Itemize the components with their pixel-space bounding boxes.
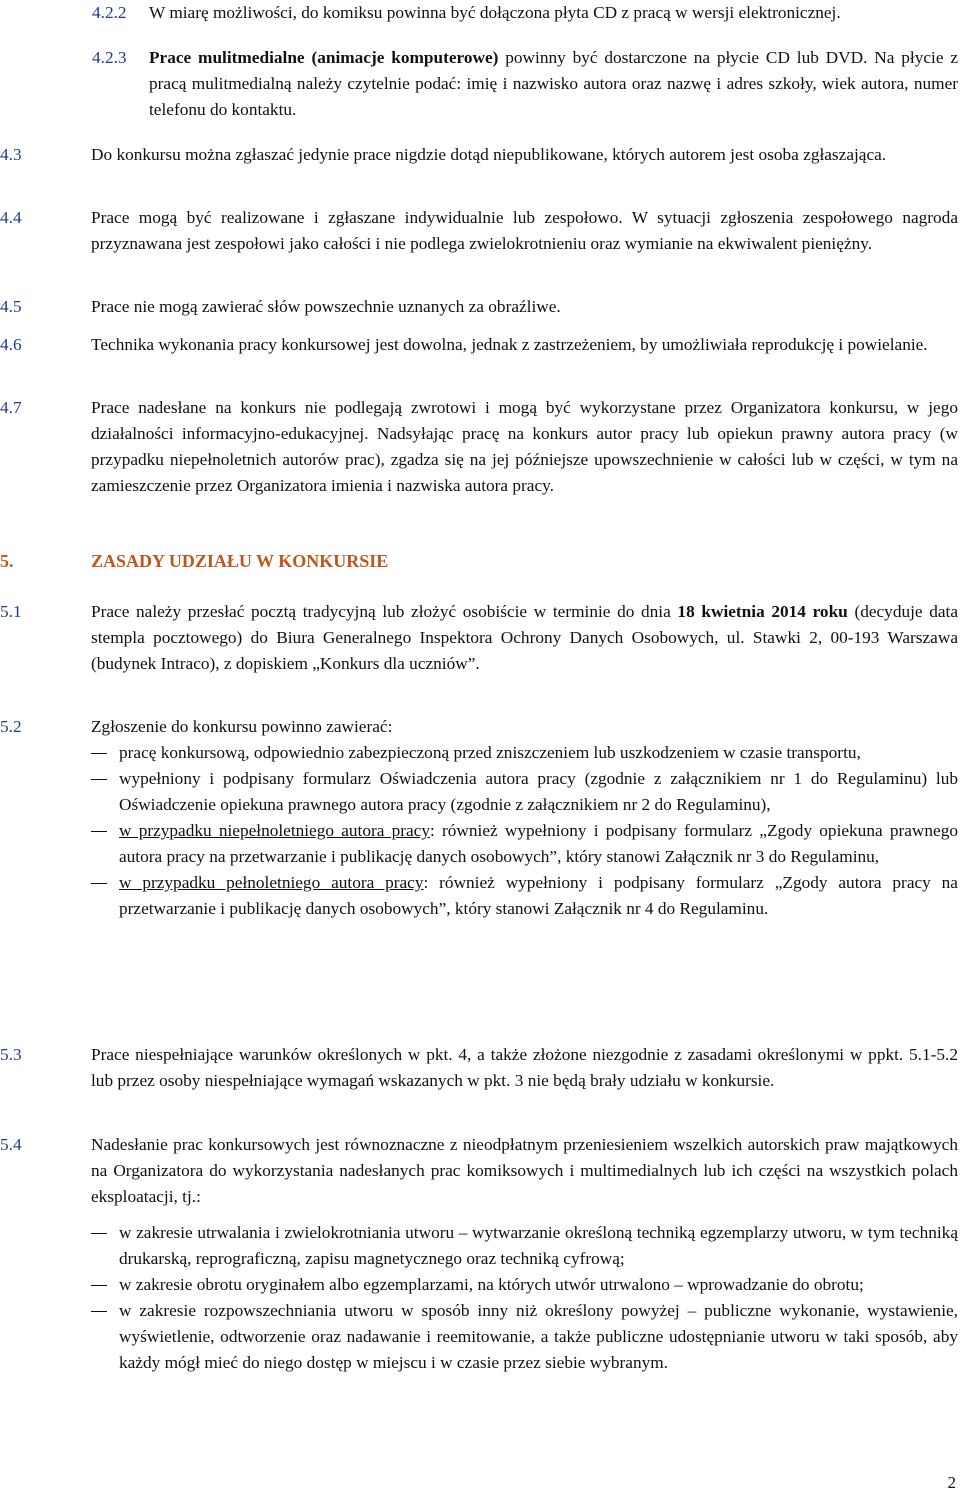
clause-text: Prace nie mogą zawierać słów powszechnie uznanych za obraźliwe. bbox=[91, 297, 561, 316]
clause-intro: Nadesłanie prac konkursowych jest równoznaczne z nieodpłatnym przeniesieniem wszelkich autorskich praw majątkowych na Organizatora do wykorzystania nadesłanych prac komiksowych i multimedialnych lub ich części na wszystkich polach eksploatacji, tj.: bbox=[91, 1135, 958, 1206]
clause-text: Prace mogą być realizowane i zgłaszane indywidualnie lub zespołowo. W sytuacji zgłoszenia zespołowego nagroda przyznawana jest zespołowi jako całości i nie podlega zwielokrotnieniu oraz wymianie na ekwiwalent pieniężny. bbox=[91, 208, 958, 253]
clause-number: 4.3 bbox=[0, 145, 22, 164]
clause-number: 4.2.2 bbox=[92, 3, 127, 22]
clause-text: Prace niespełniające warunków określonych w pkt. 4, a także złożone niezgodnie z zasadami określonymi w ppkt. 5.1-5.2 lub przez osoby niespełniające wymagań wskazanych w pkt. 3 nie będą brały udziału w konkursie. bbox=[91, 1045, 958, 1090]
clause-number: 4.5 bbox=[0, 297, 22, 316]
list-item: w zakresie utrwalania i zwielokrotniania utworu – wytwarzanie określoną techniką egzemplarzy utworu, w tym techniką drukarską, reprograficzną, zapisu magnetycznego oraz techniką cyfrową; bbox=[91, 1220, 958, 1272]
page-number: 2 bbox=[947, 1473, 956, 1492]
list-item: w zakresie obrotu oryginałem albo egzemplarzami, na których utwór utrwalono – wprowadzanie do obrotu; bbox=[91, 1272, 958, 1298]
list-item: wypełniony i podpisany formularz Oświadczenia autora pracy (zgodnie z załącznikiem nr 1 do Regulaminu) lub Oświadczenie opiekuna prawnego autora pracy (zgodnie z załącznikiem nr 2 do Regulaminu), bbox=[91, 766, 958, 818]
list-item: w zakresie rozpowszechniania utworu w sposób inny niż określony powyżej – publiczne wykonanie, wystawienie, wyświetlenie, odtworzenie oraz nadawanie i reemitowanie, a także publiczne udostępnianie utworu w taki sposób, aby każdy mógł mieć do niego dostęp w miejscu i w czasie przez siebie wybranym. bbox=[91, 1298, 958, 1376]
clause-text: Do konkursu można zgłaszać jedynie prace nigdzie dotąd niepublikowane, których autorem jest osoba zgłaszająca. bbox=[91, 145, 887, 164]
clause-number: 4.2.3 bbox=[92, 48, 127, 67]
clause-text: (decyduje data stempla pocztowego) do Biura Generalnego Inspektora Ochrony Danych Osobowych, ul. Stawki 2, 00-193 Warszawa (budynek Intraco), z dopiskiem „Konkurs dla uczniów”. bbox=[91, 602, 958, 673]
section-title: ZASADY UDZIAŁU W KONKURSIE bbox=[91, 551, 389, 571]
deadline-date: 18 kwietnia 2014 roku bbox=[677, 602, 848, 621]
requirements-list bbox=[91, 740, 958, 922]
clause-number: 5.3 bbox=[0, 1045, 22, 1064]
clause-number: 5.2 bbox=[0, 717, 22, 736]
underlined-condition: w przypadku pełnoletniego autora pracy bbox=[119, 873, 424, 892]
clause-text: Prace należy przesłać pocztą tradycyjną lub złożyć osobiście w terminie do dnia bbox=[91, 602, 678, 621]
clause-bold-text: Prace mulitmedialne (animacje komputerowe) bbox=[149, 48, 499, 67]
clause-text: Prace nadesłane na konkurs nie podlegają zwrotowi i mogą być wykorzystane przez Organizatora konkursu, w jego działalności informacyjno-edukacyjnej. Nadsyłając pracę na konkurs autor pracy lub opiekun prawny autora pracy (w przypadku niepełnoletnich autorów prac), zgadza się na jej późniejsze upowszechnienie w całości lub w części, w tym na zamieszczenie przez Organizatora imienia i nazwiska autora pracy. bbox=[91, 398, 958, 495]
list-item: pracę konkursową, odpowiednio zabezpieczoną przed zniszczeniem lub uszkodzeniem w czasie transportu, bbox=[91, 740, 958, 766]
list-item: w przypadku niepełnoletniego autora pracy: również wypełniony i podpisany formularz „Zgody opiekuna prawnego autora pracy na przetwarzanie i publikację danych osobowych”, który stanowi Załącznik nr 3 do Regulaminu, bbox=[91, 818, 958, 870]
underlined-condition: w przypadku niepełnoletniego autora pracy bbox=[119, 821, 430, 840]
clause-number: 5.1 bbox=[0, 602, 22, 621]
clause-number: 4.6 bbox=[0, 335, 22, 354]
rights-list bbox=[91, 1220, 958, 1376]
clause-number: 4.7 bbox=[0, 398, 22, 417]
clause-number: 5.4 bbox=[0, 1135, 22, 1154]
clause-text: powinny być dostarczone na płycie CD lub DVD. Na płycie z pracą mulitmedialną należy czytelnie podać: imię i nazwisko autora oraz nazwę i adres szkoły, wiek autora, numer telefonu do kontaktu. bbox=[149, 48, 958, 119]
list-item: w przypadku pełnoletniego autora pracy: również wypełniony i podpisany formularz „Zgody autora pracy na przetwarzanie i publikację danych osobowych”, który stanowi Załącznik nr 4 do Regulaminu. bbox=[91, 870, 958, 922]
clause-intro: Zgłoszenie do konkursu powinno zawierać: bbox=[91, 717, 393, 736]
clause-number: 4.4 bbox=[0, 208, 22, 227]
clause-text: W miarę możliwości, do komiksu powinna być dołączona płyta CD z pracą w wersji elektronicznej. bbox=[149, 3, 841, 22]
clause-text: Technika wykonania pracy konkursowej jest dowolna, jednak z zastrzeżeniem, by umożliwiała reprodukcję i powielanie. bbox=[91, 335, 928, 354]
section-number: 5. bbox=[0, 551, 14, 571]
